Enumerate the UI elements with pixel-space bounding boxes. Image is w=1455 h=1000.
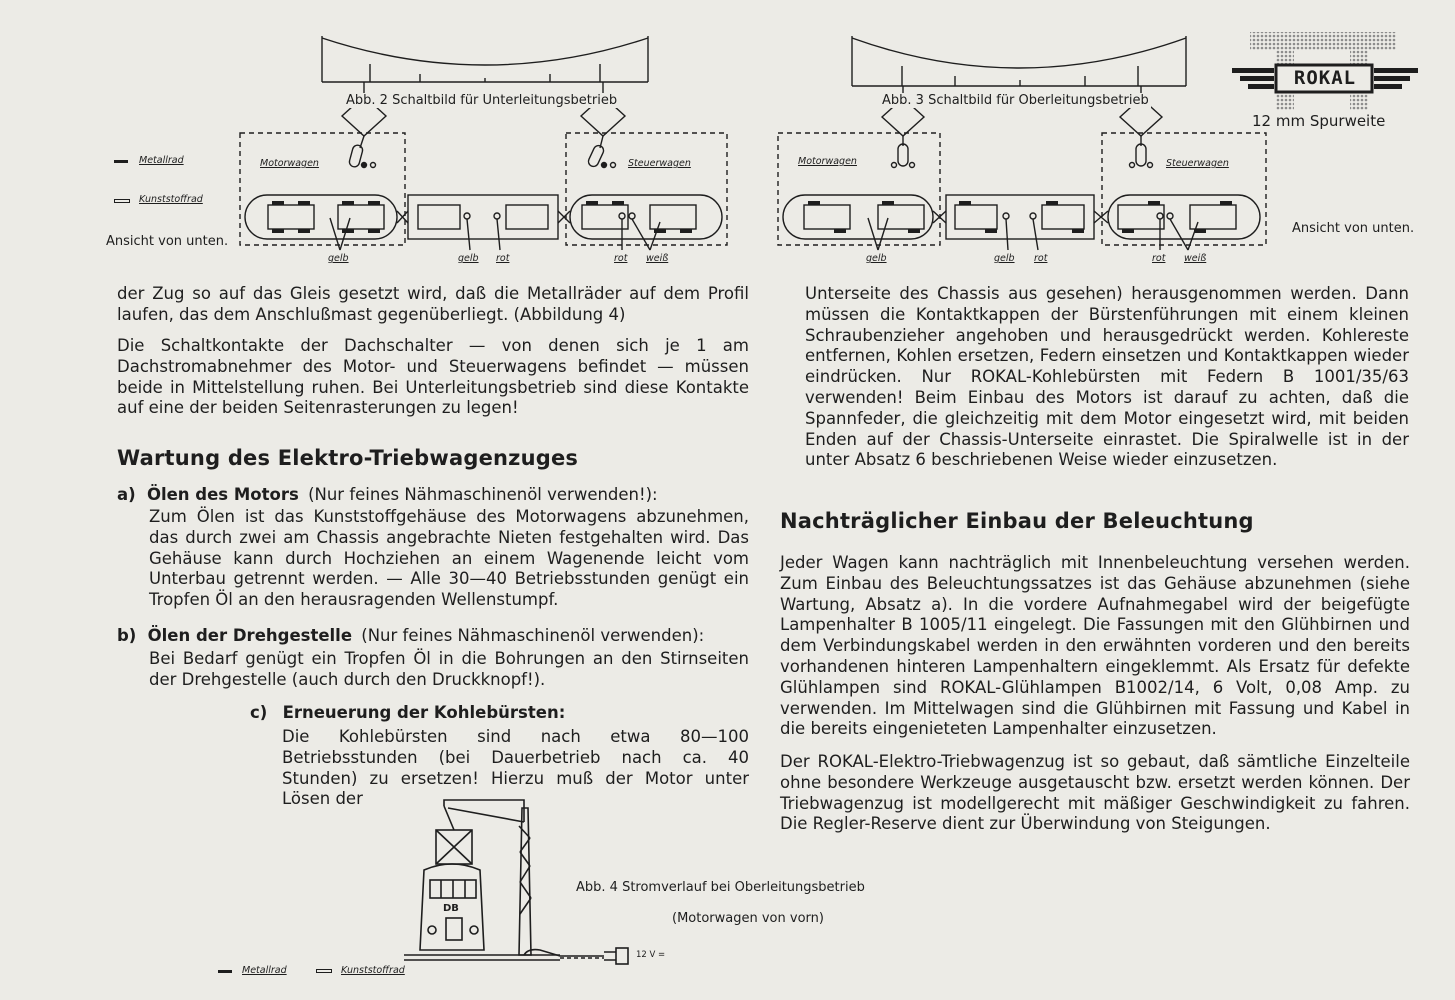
figure-2-wire-label: rot xyxy=(496,253,510,264)
figure-3-wire-label: gelb xyxy=(866,253,887,264)
left-paragraph-1-text: der Zug so auf das Gleis gesetzt wird, daß die Metallräder auf dem Profil laufen, das dem Anschlußmast gegenüberliegt. (Abbildung 4) xyxy=(117,284,749,324)
item-c-text: Die Kohlebürsten sind nach etwa 80—100 Betriebsstunden (bei Dauerbetrieb nach ca. 40 Stunden) zu ersetzen! Hierzu muß der Motor unter Lösen der xyxy=(282,727,749,809)
right-paragraph-2-text: Jeder Wagen kann nachträglich mit Innenbeleuchtung versehen werden. Zum Einbau des Beleuchtungssatzes ist das Gehäuse abzunehmen (siehe Wartung, Absatz a). In die vordere Aufnahmegabel wird der beigefügte Lampenhalter B 1005/11 eingelegt. Die Fassungen mit den Glühbirnen und dem Verbindungskabel werden in den erwähnten vorderen und den bereits vorhandenen hinteren Lampenhaltern eingeklemmt. Als Ersatz für defekte Glühlampen sind ROKAL-Glühlampen B1002/14, 6 Volt, 0,08 Amp. zu verwenden. Im Mittelwagen sind die Glühbirnen mit Fassung und Kabel in die bereits eingenieteten Lampenhalter einzusetzen. xyxy=(780,553,1410,739)
plastic-wheel-legend-mark xyxy=(316,969,332,973)
figure-3-wire-label: weiß xyxy=(1184,253,1207,264)
figure-2-schematic xyxy=(0,0,760,270)
figure-4-subcaption: (Motorwagen von vorn) xyxy=(672,911,824,926)
item-c-marker: c) xyxy=(250,703,268,722)
figure-2-motor-label: Motorwagen xyxy=(260,158,319,169)
figure-3-caption: Abb. 3 Schaltbild für Oberleitungsbetrieb xyxy=(882,93,1149,108)
item-b-text: Bei Bedarf genügt ein Tropfen Öl in die Bohrungen an den Stirnseiten der Drehgestelle (auch durch den Druckknopf!). xyxy=(149,649,749,689)
plastic-wheel-legend-mark xyxy=(114,199,130,203)
figure-2-caption: Abb. 2 Schaltbild für Unterleitungsbetrieb xyxy=(346,93,618,108)
item-a-marker: a) xyxy=(117,485,136,504)
item-a-text: Zum Ölen ist das Kunststoffgehäuse des Motorwagens abzunehmen, das durch zwei am Chassis angebrachte Nieten festgehalten wird. Das Gehäuse kann durch Hochziehen an einem Wagenende leicht vom Unterbau getrennt werden. — Alle 30—40 Betriebsstunden genügt ein Tropfen Öl an den herausragenden Wellenstumpf. xyxy=(149,507,749,610)
left-paragraph-1 xyxy=(117,284,749,326)
figure-3-wire-label: rot xyxy=(1034,253,1048,264)
figure-3-control-label: Steuerwagen xyxy=(1166,158,1229,169)
figure-4-legend-plastic: Kunststoffrad xyxy=(341,965,405,976)
metal-wheel-legend-mark xyxy=(114,160,128,163)
figure-3-wire-label: gelb xyxy=(994,253,1015,264)
figure-2-legend-metal: Metallrad xyxy=(139,155,184,166)
figure-2-wire-label: gelb xyxy=(458,253,479,264)
right-paragraph-2 xyxy=(780,553,1410,740)
figure-3-schematic xyxy=(770,0,1280,270)
right-paragraph-3-text: Der ROKAL-Elektro-Triebwagenzug ist so gebaut, daß sämtliche Einzelteile ohne besondere Werkzeuge ausgetauscht bzw. ersetzt werden können. Der Triebwagenzug ist modellgerecht mit mäßiger Geschwindigkeit zu fahren. Die Regler-Reserve dient zur Überwindung von Steigungen. xyxy=(780,752,1410,834)
figure-3-wire-label: rot xyxy=(1152,253,1166,264)
figure-4-plug-label: 12 V = xyxy=(636,950,666,960)
right-paragraph-1-text: Unterseite des Chassis aus gesehen) herausgenommen werden. Dann müssen die Kontaktkappen der Bürstenführungen mit einem kleinen Schraubenzieher angehoben und herausgedrückt werden. Kohlereste entfernen, Kohlen ersetzen, Federn einsetzen und Kontaktkappen wieder eindrücken. Nur ROKAL-Kohlebürsten mit Federn B 1001/35/63 verwenden! Beim Einbau des Motors ist darauf zu achten, daß die Spannfeder, die gleichzeitig mit dem Motor eingesetzt wird, mit beiden Enden auf der Chassis-Unterseite einrastet. Die Spiralwelle ist in der unter Absatz 6 beschriebenen Weise wieder einzusetzen. xyxy=(805,284,1409,470)
left-paragraph-2 xyxy=(117,336,749,419)
figure-4-car-marking: DB xyxy=(443,903,459,914)
figure-2-wire-label: gelb xyxy=(328,253,349,264)
figure-2-wire-label: weiß xyxy=(646,253,669,264)
item-c-header xyxy=(250,703,750,724)
figure-3-motor-label: Motorwagen xyxy=(798,156,857,167)
item-b-header xyxy=(117,626,749,647)
figure-3-view-note: Ansicht von unten. xyxy=(1292,221,1415,236)
figure-2-legend-plastic: Kunststoffrad xyxy=(139,194,203,205)
item-a-header xyxy=(117,485,749,506)
figure-2-wire-label: rot xyxy=(614,253,628,264)
item-a-title: Ölen des Motors xyxy=(146,485,299,504)
logo-gauge-text: 12 mm Spurweite xyxy=(1252,112,1386,130)
logo-brand: ROKAL xyxy=(1293,67,1357,89)
left-paragraph-2-text: Die Schaltkontakte der Dachschalter — von denen sich je 1 am Dachstromabnehmer des Motor- und Steuerwagens befindet — müssen beide in Mittelstellung ruhen. Bei Unterleitungsbetrieb sind diese Kontakte auf eine der beiden Seitenrasterungen zu legen! xyxy=(117,336,749,418)
maintenance-heading: Wartung des Elektro-Triebwagenzuges xyxy=(117,446,579,470)
figure-2-control-label: Steuerwagen xyxy=(628,158,691,169)
item-a-note: (Nur feines Nähmaschinenöl verwenden!): xyxy=(308,485,658,504)
metal-wheel-legend-mark xyxy=(218,970,232,973)
item-a-body xyxy=(149,507,749,611)
item-b-marker: b) xyxy=(117,626,137,645)
right-paragraph-3 xyxy=(780,752,1410,835)
lighting-heading: Nachträglicher Einbau der Beleuchtung xyxy=(780,509,1254,533)
figure-2-view-note: Ansicht von unten. xyxy=(106,234,229,249)
item-b-title: Ölen der Drehgestelle xyxy=(147,626,353,645)
item-b-body xyxy=(149,649,749,691)
item-b-note: (Nur feines Nähmaschinenöl verwenden): xyxy=(361,626,705,645)
right-paragraph-1 xyxy=(805,284,1409,471)
figure-4-legend-metal: Metallrad xyxy=(242,965,287,976)
item-c-title: Erneuerung der Kohlebürsten: xyxy=(282,703,566,722)
figure-4-caption: Abb. 4 Stromverlauf bei Oberleitungsbetrieb xyxy=(576,880,865,895)
